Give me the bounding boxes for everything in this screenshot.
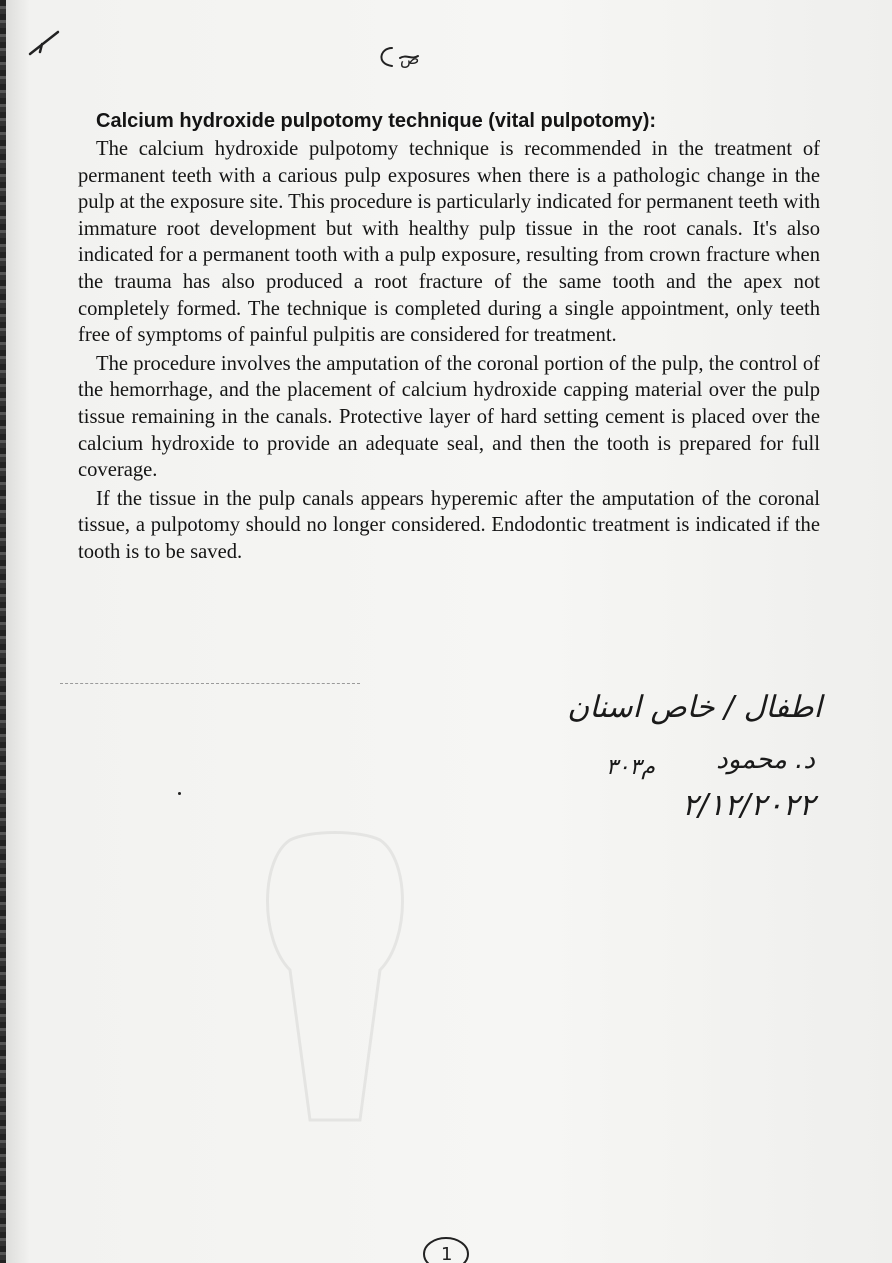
header-mark-text: ص bbox=[400, 49, 420, 68]
section-heading: Calcium hydroxide pulpotomy technique (vital pulpotomy): bbox=[96, 110, 657, 132]
paragraph-1: The calcium hydroxide pulpotomy technique is recommended in the treatment of permanent teeth with a carious pulp exposures when there is a pathologic change in the pulp at the exposure site. This procedure is particularly indicated for permanent teeth with immature root development but with healthy pulp tissue in the root canals. It's also indicated for a permanent tooth with a pulp exposure, resulting from crown fracture when the trauma has also produced a root fracture of the same tooth and the apex not completely formed. The technique is completed during a single appointment, only teeth free of symptoms of painful pulpitis are considered for treatment. bbox=[78, 138, 820, 347]
binding-edge bbox=[0, 0, 6, 1263]
paragraph-3: If the tissue in the pulp canals appears hyperemic after the amputation of the coronal tissue, a pulpotomy should no longer considered. Endodontic treatment is indicated if the tooth is to be saved. bbox=[78, 487, 820, 563]
divider bbox=[60, 683, 360, 684]
note-date: ۲/۱۲/۲۰۲۲ bbox=[681, 788, 815, 823]
pen-stroke-icon bbox=[28, 28, 68, 58]
note-subject: اطفال / خاص اسنان bbox=[567, 690, 822, 725]
page-number: 1 bbox=[441, 1244, 453, 1263]
article-body bbox=[78, 108, 820, 568]
tooth-diagram-bleedthrough bbox=[250, 820, 420, 1140]
paragraph-2: The procedure involves the amputation of the coronal portion of the pulp, the control of the hemorrhage, and the placement of calcium hydroxide capping material over the pulp tissue remaining in the canals. Protective layer of hard setting cement is placed over the calcium hydroxide to provide an adequate seal, and then the tooth is prepared for full coverage. bbox=[78, 352, 820, 482]
note-author: د. محمود bbox=[716, 745, 815, 775]
note-code: م۳۰۳ bbox=[605, 755, 655, 780]
header-handwritten-mark bbox=[370, 42, 430, 72]
speck bbox=[178, 792, 181, 795]
handwritten-note bbox=[500, 690, 840, 830]
page-number-mark bbox=[418, 1232, 474, 1263]
